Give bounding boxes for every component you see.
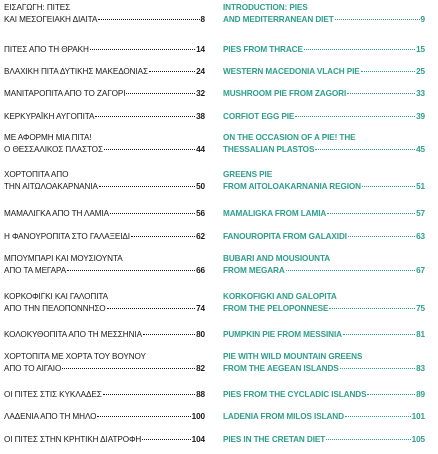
toc-entry-line [4, 2, 205, 14]
toc-entry-line [4, 111, 205, 123]
toc-entry-line [223, 111, 425, 123]
toc-entry[interactable] [223, 132, 425, 156]
dot-leader [99, 186, 195, 187]
toc-entry-line [223, 169, 425, 181]
toc-entry-title: PIES FROM THE CYCLADIC ISLANDS [223, 390, 367, 399]
toc-entry-line [223, 253, 425, 265]
toc-entry-line [4, 44, 205, 56]
toc-entry-title: FANOUROPITA FROM GALAXIDI [223, 232, 347, 241]
toc-entry[interactable] [4, 329, 205, 341]
dot-leader [97, 416, 190, 417]
toc-entry-title: ΚΑΙ ΜΕΣΟΓΕΙΑΚΗ ΔΙΑΙΤΑ [4, 15, 98, 24]
toc-entry-line [223, 181, 425, 193]
toc-entry-title: ΚΕΡΚΥΡΑΪΚΗ ΑΥΓΟΠΙΤΑ [4, 112, 95, 121]
page-number: 14 [196, 45, 205, 54]
toc-entry-title: FROM MEGARA [223, 266, 285, 275]
toc-entry-title: ΜΑΜΑΛΙΓΚΑ ΑΠΟ ΤΗ ΛΑΜΙΑ [4, 209, 109, 218]
toc-entry-title: MUSHROOM PIE FROM ZAGORI [223, 89, 347, 98]
toc-entry-line [4, 303, 205, 315]
toc-entry-title: ON THE OCCASION OF A PIE! THE [223, 133, 356, 142]
dot-leader [304, 49, 415, 50]
toc-entry-line [223, 265, 425, 277]
toc-entry-line [223, 88, 425, 100]
toc-entry-title: WESTERN MACEDONIA VLACH PIE [223, 67, 360, 76]
toc-entry-line [4, 144, 205, 156]
toc-entry[interactable] [223, 66, 425, 78]
page-number: 56 [196, 209, 205, 218]
toc-entry[interactable] [223, 253, 425, 277]
page-number: 33 [416, 89, 425, 98]
toc-entry-title: KORKOFIGKI AND GALOPITA [223, 292, 337, 301]
dot-leader [149, 71, 195, 72]
toc-entry-title: PIES FROM THRACE [223, 45, 303, 54]
dot-leader [104, 149, 195, 150]
toc-entry[interactable] [4, 351, 205, 375]
dot-leader [98, 19, 199, 20]
toc-entry-title: ΕΙΣΑΓΩΓΗ: ΠΙΤΕΣ [4, 3, 71, 12]
toc-entry-title: ΜΠΟΥΜΠΑΡΙ ΚΑΙ ΜΟΥΣΙΟΥΝΤΑ [4, 254, 123, 263]
page-number: 25 [416, 67, 425, 76]
toc-entry-line [4, 363, 205, 375]
toc-entry-line [4, 434, 205, 446]
toc-entry-title: ΧΟΡΤΟΠΙΤΑ ΜΕ ΧΟΡΤΑ ΤΟΥ ΒΟΥΝΟΥ [4, 352, 146, 361]
dot-leader [327, 213, 415, 214]
toc-entry-line [223, 231, 425, 243]
page-number: 44 [196, 145, 205, 154]
toc-entry[interactable] [4, 208, 205, 220]
toc-entry[interactable] [4, 253, 205, 277]
page-number: 104 [191, 435, 205, 444]
toc-entry-title: ΜΕ ΑΦΟΡΜΗ ΜΙΑ ΠΙΤΑ! [4, 133, 92, 142]
page-number: 45 [416, 145, 425, 154]
toc-entry-title: ΜΑΝΙΤΑΡΟΠΙΤΑ ΑΠΟ ΤΟ ΖΑΓΟΡΙ [4, 89, 126, 98]
dot-leader [329, 308, 415, 309]
toc-entry[interactable] [4, 2, 205, 26]
page-number: 100 [191, 412, 205, 421]
dot-leader [62, 368, 195, 369]
toc-entry-line [223, 66, 425, 78]
toc-entry-title: ΑΠΟ ΤΟ ΑΙΓΑΙΟ [4, 364, 62, 373]
dot-leader [335, 19, 420, 20]
toc-entry[interactable] [223, 411, 425, 423]
toc-entry-line [4, 411, 205, 423]
toc-entry-title: ΑΠΟ ΤΑ ΜΕΓΑΡΑ [4, 266, 67, 275]
toc-entry[interactable] [4, 291, 205, 315]
page-number: 81 [416, 330, 425, 339]
toc-entry-line [223, 389, 425, 401]
toc-entry-title: ΟΙ ΠΙΤΕΣ ΣΤΗΝ ΚΡΗΤΙΚΗ ΔΙΑΤΡΟΦΗ [4, 435, 142, 444]
toc-entry-line [223, 434, 425, 446]
dot-leader [142, 439, 190, 440]
toc-entry-title: ΟΙ ΠΙΤΕΣ ΣΤΙΣ ΚΥΚΛΑΔΕΣ [4, 390, 102, 399]
toc-entry-line [4, 66, 205, 78]
toc-entry-line [223, 303, 425, 315]
page-number: 50 [196, 182, 205, 191]
toc-entry-title: THESSALIAN PLASTOS [223, 145, 315, 154]
page-number: 88 [196, 390, 205, 399]
page-number: 32 [196, 89, 205, 98]
toc-entry[interactable] [223, 434, 425, 446]
toc-entry-title: ΑΠΟ ΤΗΝ ΠΕΛΟΠΟΝΝΗΣΟ [4, 304, 106, 313]
dot-leader [362, 186, 415, 187]
toc-entry[interactable] [4, 411, 205, 423]
toc-entry-title: FROM THE AEGEAN ISLANDS [223, 364, 339, 373]
toc-entry-title: MAMALIGKA FROM LAMIA [223, 209, 327, 218]
toc-entry-line [223, 14, 425, 26]
toc-entry-line [4, 291, 205, 303]
toc-entry[interactable] [223, 2, 425, 26]
toc-entry-line [223, 2, 425, 14]
page-number: 83 [416, 364, 425, 373]
toc-entry[interactable] [223, 231, 425, 243]
toc-entry-title: BUBARI AND MOUSIOUNTA [223, 254, 331, 263]
page-number: 38 [196, 112, 205, 121]
toc-entry[interactable] [223, 44, 425, 56]
dot-leader [295, 116, 415, 117]
toc-entry-title: ΧΟΡΤΟΠΙΤΑ ΑΠΟ [4, 170, 69, 179]
toc-entry[interactable] [223, 389, 425, 401]
toc-entry-line [223, 132, 425, 144]
toc-entry[interactable] [223, 111, 425, 123]
toc-entry[interactable] [223, 291, 425, 315]
toc-entry-title: ΒΛΑΧΙΚΗ ΠΙΤΑ ΔΥΤΙΚΗΣ ΜΑΚΕΔΟΝΙΑΣ [4, 67, 148, 76]
toc-entry-title: FROM AITOLOAKARNANIA REGION [223, 182, 361, 191]
toc-entry-title: ΚΟΡΚΟΦΙΓΚΙ ΚΑΙ ΓΑΛΟΠΙΤΑ [4, 292, 109, 301]
page-number: 9 [420, 15, 425, 24]
toc-entry[interactable] [4, 66, 205, 78]
toc-entry[interactable] [4, 88, 205, 100]
page-number: 89 [416, 390, 425, 399]
toc-entry-title: INTRODUCTION: PIES [223, 3, 308, 12]
page-number: 62 [196, 232, 205, 241]
toc-entry-line [4, 253, 205, 265]
toc-entry-line [223, 363, 425, 375]
page-number: 82 [196, 364, 205, 373]
toc-entry-title: PIES IN THE CRETAN DIET [223, 435, 326, 444]
page-number: 75 [416, 304, 425, 313]
toc-entry-line [4, 231, 205, 243]
dot-leader [367, 394, 415, 395]
dot-leader [340, 368, 415, 369]
toc-entry[interactable] [4, 434, 205, 446]
toc-entry-line [223, 291, 425, 303]
toc-entry-title: GREENS PIE [223, 170, 273, 179]
toc-entry[interactable] [4, 132, 205, 156]
dot-leader [67, 270, 195, 271]
dot-leader [110, 213, 195, 214]
toc-entry[interactable] [223, 208, 425, 220]
toc-entry-title: ΠΙΤΕΣ ΑΠΟ ΤΗ ΘΡΑΚΗ [4, 45, 89, 54]
toc-entry-title: ΚΟΛΟΚΥΘΟΠΙΤΑ ΑΠΟ ΤΗ ΜΕΣΣΗΝΙΑ [4, 330, 142, 339]
dot-leader [286, 270, 415, 271]
dot-leader [345, 416, 411, 417]
toc-entry-title: FROM THE PELOPONNESE [223, 304, 329, 313]
toc-entry[interactable] [4, 169, 205, 193]
dot-leader [343, 334, 415, 335]
toc-entry-title: CORFIOT EGG PIE [223, 112, 295, 121]
dot-leader [131, 236, 195, 237]
toc-entry-title: LADENIA FROM MILOS ISLAND [223, 412, 344, 421]
page-number: 101 [411, 412, 425, 421]
toc-entry-line [223, 351, 425, 363]
toc-entry-title: Η ΦΑΝΟΥΡΟΠΙΤΑ ΣΤΟ ΓΑΛΑΞΕΙΔΙ [4, 232, 130, 241]
toc-entry-line [223, 44, 425, 56]
toc-entry-line [4, 329, 205, 341]
toc-entry[interactable] [223, 88, 425, 100]
toc-entry[interactable] [4, 44, 205, 56]
page-number: 8 [200, 15, 205, 24]
toc-entry-title: ΛΑΔΕΝΙΑ ΑΠΟ ΤΗ ΜΗΛΟ [4, 412, 97, 421]
toc-entry-title: PUMPKIN PIE FROM MESSINIA [223, 330, 342, 339]
toc-entry-line [4, 208, 205, 220]
toc-entry-title: PIE WITH WILD MOUNTAIN GREENS [223, 352, 363, 361]
toc-entry-title: ΤΗΝ ΑΙΤΩΛΟΑΚΑΡΝΑΝΙΑ [4, 182, 98, 191]
page-number: 57 [416, 209, 425, 218]
toc-entry[interactable] [223, 329, 425, 341]
dot-leader [95, 116, 195, 117]
toc-entry-title: AND MEDITERRANEAN DIET [223, 15, 334, 24]
page-number: 105 [411, 435, 425, 444]
toc-entry-line [4, 265, 205, 277]
page-number: 51 [416, 182, 425, 191]
toc-entry-line [223, 208, 425, 220]
toc-entry-line [4, 351, 205, 363]
toc-entry[interactable] [4, 111, 205, 123]
page-number: 74 [196, 304, 205, 313]
dot-leader [107, 308, 196, 309]
dot-leader [103, 394, 195, 395]
dot-leader [126, 93, 195, 94]
dot-leader [326, 439, 410, 440]
toc-entry[interactable] [4, 231, 205, 243]
dot-leader [347, 93, 415, 94]
dot-leader [143, 334, 195, 335]
toc-entry[interactable] [223, 169, 425, 193]
toc-entry-line [4, 169, 205, 181]
toc-entry[interactable] [4, 389, 205, 401]
toc-entry-line [223, 411, 425, 423]
toc-entry-line [4, 88, 205, 100]
toc-entry-line [4, 14, 205, 26]
toc-entry-line [4, 181, 205, 193]
toc-entry-line [4, 132, 205, 144]
page-number: 66 [196, 266, 205, 275]
dot-leader [348, 236, 415, 237]
dot-leader [90, 49, 195, 50]
page-number: 80 [196, 330, 205, 339]
toc-entry-line [4, 389, 205, 401]
page-number: 63 [416, 232, 425, 241]
toc-entry-line [223, 329, 425, 341]
dot-leader [315, 149, 415, 150]
page-number: 24 [196, 67, 205, 76]
page-number: 39 [416, 112, 425, 121]
toc-entry-title: Ο ΘΕΣΣΑΛΙΚΟΣ ΠΛΑΣΤΟΣ [4, 145, 103, 154]
dot-leader [361, 71, 415, 72]
page-number: 15 [416, 45, 425, 54]
toc-entry[interactable] [223, 351, 425, 375]
page-number: 67 [416, 266, 425, 275]
toc-entry-line [223, 144, 425, 156]
